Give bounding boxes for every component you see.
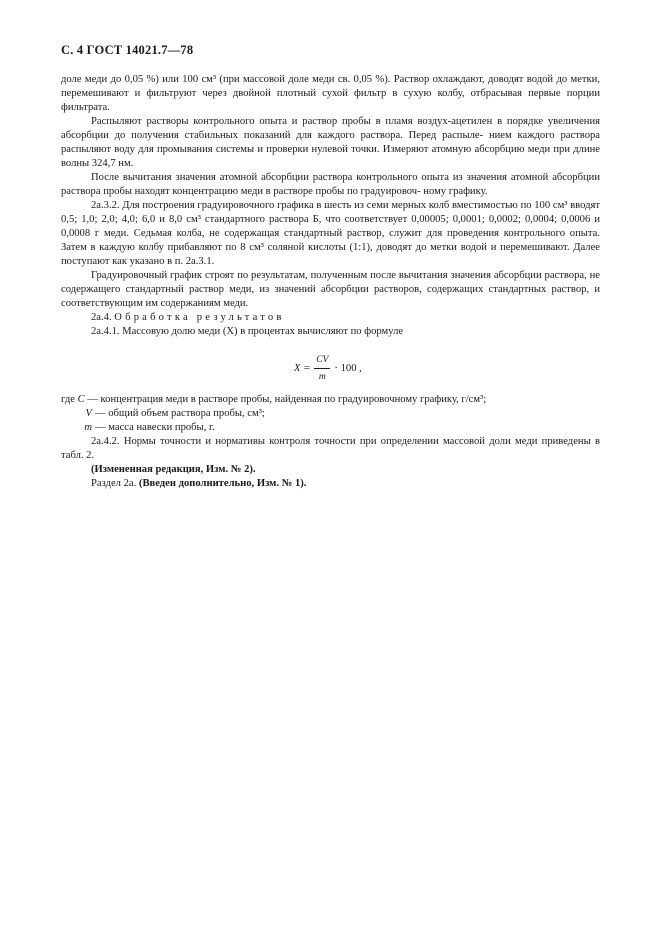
formula-fraction <box>314 353 330 384</box>
page-header: С. 4 ГОСТ 14021.7—78 <box>61 43 194 57</box>
section-note-prefix: Раздел 2а. <box>91 478 137 489</box>
definition-symbol: V <box>85 408 92 419</box>
paragraph: Распыляют растворы контрольного опыта и раствор пробы в пламя воздух-ацетилен в порядке увеличения абсорбции до получения стабильных показаний для каждого раствора. Перед распыле- нием каждого раствора распыляют воду для промывания системы и проверки нулевой точки. Измеряют атомную абсорбцию меди при длине волны 324,7 нм. <box>61 116 600 169</box>
section-number: 2а.4. <box>91 312 112 323</box>
section-note <box>61 477 600 491</box>
formula-rhs: · 100 , <box>334 362 362 374</box>
paragraph: 2а.4.2. Нормы точности и нормативы контроля точности при определении массовой доли меди приведены в табл. 2. <box>61 436 600 461</box>
definition-intro: где <box>61 394 75 405</box>
definition-row <box>61 393 600 407</box>
definition-text: — масса навески пробы, г. <box>95 422 215 433</box>
paragraph: доле меди до 0,05 %) или 100 см³ (при массовой доле меди св. 0,05 %). Раствор охлаждают, доводят водой до метки, перемешивают и фильтруют через двойной плотный сухой фильтр в сухую колбу, отбрасывая первые порции фильтрата. <box>61 74 600 113</box>
formula-lhs: X = <box>294 362 311 374</box>
paragraph: После вычитания значения атомной абсорбции раствора контрольного опыта из значения атомной абсорбции раствора пробы находят концентрацию меди в растворе пробы по градуировоч- ному графику. <box>61 172 600 197</box>
definition-symbol: C <box>77 394 85 405</box>
definition-row <box>61 421 600 435</box>
definition-row <box>61 407 600 421</box>
definition-text: — концентрация меди в растворе пробы, найденная по градуировочному графику, г/см³; <box>87 394 487 405</box>
paragraph: 2а.3.2. Для построения градуировочного графика в шесть из семи мерных колб вместимостью по 100 см³ вводят 0,5; 1,0; 2,0; 4,0; 6,0 и 8,0 см³ стандартного раствора Б, что соответствует 0,00005; 0,0001; 0,0002; 0,0004; 0,0006 и 0,0008 г меди. Седьмая колба, не содержащая стандартный раствор, служит для проведения контрольного опыта. Затем в каждую колбу прибавляют по 8 см³ соляной кислоты (1:1), доводят до метки водой и перемешивают. Далее поступают как указано в п. 2а.3.1. <box>61 200 600 267</box>
section-title: Обработка результатов <box>114 312 285 323</box>
paragraph: Градуировочный график строят по результатам, полученным после вычитания значения абсорбции раствора, не содержащего стандартный раствор меди, из значений абсорбции растворов, содержащих стандартных раствор, и соответствующим им содержаниям меди. <box>61 270 600 309</box>
formula-numerator: CV <box>314 353 330 369</box>
section-note-bold: (Введен дополнительно, Изм. № 1). <box>138 478 307 489</box>
definition-text: — общий объем раствора пробы, см³; <box>95 408 265 419</box>
section-heading <box>61 311 600 325</box>
variable-definitions <box>61 393 600 435</box>
paragraph: 2а.4.1. Массовую долю меди (X) в процентах вычисляют по формуле <box>91 326 404 337</box>
definition-symbol: m <box>84 422 92 433</box>
amendment-note: (Измененная редакция, Изм. № 2). <box>91 464 256 475</box>
formula <box>61 347 600 387</box>
document-body <box>61 73 600 491</box>
formula-denominator: m <box>318 372 326 382</box>
